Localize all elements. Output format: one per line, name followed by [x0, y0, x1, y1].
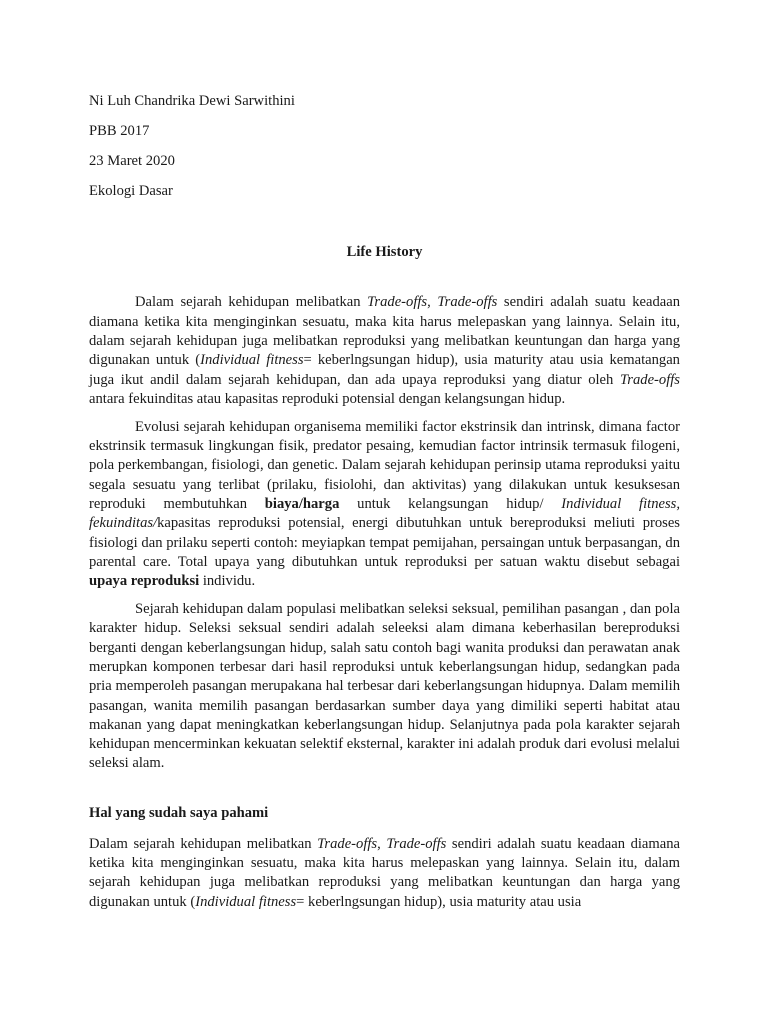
course-name: Ekologi Dasar: [89, 183, 173, 199]
italic-term: Individual fitness: [200, 352, 304, 369]
text-run: sendiri adalah suatu keadaan diamana ketika kita menginginkan sesuatu, maka kita harus melepaskan yang lainnya. Selain itu, dalam sejarah kehidupan juga melibatkan reproduksi yang melibatkan keuntungan dan harga yang digunakan untuk (: [89, 835, 681, 910]
italic-term: Trade-offs: [619, 371, 680, 388]
text-run: antara fekuinditas atau kapasitas reproduki potensial dengan kelangsungan hidup.: [89, 390, 566, 407]
paragraph-trade-offs: [89, 293, 680, 409]
text-run: ,: [377, 835, 387, 852]
italic-term: Individual fitness: [195, 893, 297, 910]
paragraph-evolution: [89, 418, 680, 592]
italic-term: Trade-offs: [317, 835, 378, 852]
section-heading-understood: Hal yang sudah saya pahami: [89, 804, 269, 821]
italic-term: Trade-offs: [437, 294, 498, 311]
document-title: Life History: [346, 244, 423, 261]
italic-term: Individual fitness, fekuinditas/: [89, 495, 680, 532]
text-run: Dalam sejarah kehidupan melibatkan: [135, 294, 368, 311]
italic-term: Trade-offs: [367, 294, 428, 311]
paragraph-sexual-selection: Sejarah kehidupan dalam populasi melibatkan seleksi seksual, pemilihan pasangan , dan pola karakter hidup. Seleksi seksual sendiri adalah seleeksi alam dimana keberhasilan bereproduksi berganti dengan keberlangsungan hidup, salah satu contoh bagi wanita produksi dan perawatan anak merupkan komponen terbesar dari hasil reproduksi untuk keberlangsungan hidup, sedangkan pada pria memperoleh pasangan merupakana hal terbesar dari keberlangsungan hidupnya. Dalam memilih pasangan, wanita memilih pasangan berdasarkan sumber daya yang dimiliki seperti habitat atau makanan yang dapat meningkatkan keberlangsungan hidup. Selanjutnya pada pola karakter sejarah kehidupan mencerminkan kekuatan selektif eksternal, karakter ini adalah produk dari evolusi melalui seleksi alam.: [89, 601, 680, 772]
text-run: untuk kelangsungan hidup/: [339, 495, 562, 512]
author-name: Ni Luh Chandrika Dewi Sarwithini: [89, 93, 295, 109]
text-run: = keberlngsungan hidup), usia maturity atau usia: [296, 893, 582, 910]
paragraph-understood: [89, 835, 680, 912]
program-year: PBB 2017: [89, 123, 150, 139]
text-run: Dalam sejarah kehidupan melibatkan: [89, 835, 318, 852]
text-run: sendiri adalah suatu keadaan diamana ketika kita menginginkan sesuatu, maka kita harus melepaskan yang lainnya. Selain itu, dalam sejarah kehidupan juga melibatkan reproduksi yang melibatkan keuntungan dan harga yang digunakan untuk (: [89, 294, 681, 369]
italic-term: Trade-offs: [386, 835, 447, 852]
bold-term: biaya/harga: [264, 495, 340, 512]
text-run: Evolusi sejarah kehidupan organisema memiliki factor ekstrinsik dan intrinsk, dimana factor ekstrinsik termasuk lingkungan fisik, predator pesaing, kemudian factor intrinsik termasuk filogeni, pola perkembangan, fisiologi, dan genetic. Dalam sejarah kehidupan perinsip utama reproduksi yaitu segala sesuatu yang terlibat (prilaku, fisiolohi, dan aktivitas) yang dilakukan untuk kesuksesan reproduki membutuhkan: [89, 418, 680, 512]
document-date: 23 Maret 2020: [89, 153, 175, 169]
text-run: individu.: [199, 573, 256, 590]
bold-term: upaya reproduksi: [89, 573, 200, 590]
text-run: ,: [427, 294, 438, 311]
text-run: = keberlngsungan hidup), usia maturity atau usia kematangan juga ikut andil dalam sejarah kehidupan, dan ada upaya reproduksi yang diatur oleh: [89, 352, 680, 388]
text-run: kapasitas reproduksi potensial, energi dibutuhkan untuk bereproduksi meliuti proses fisiologi dan prilaku seperti contoh: meyiapkan tempat pemijahan, persaingan untuk berpasangan, dn parental care. Total upaya yang dibutuhkan untuk reproduksi per satuan waktu disebut sebagai: [89, 515, 680, 570]
